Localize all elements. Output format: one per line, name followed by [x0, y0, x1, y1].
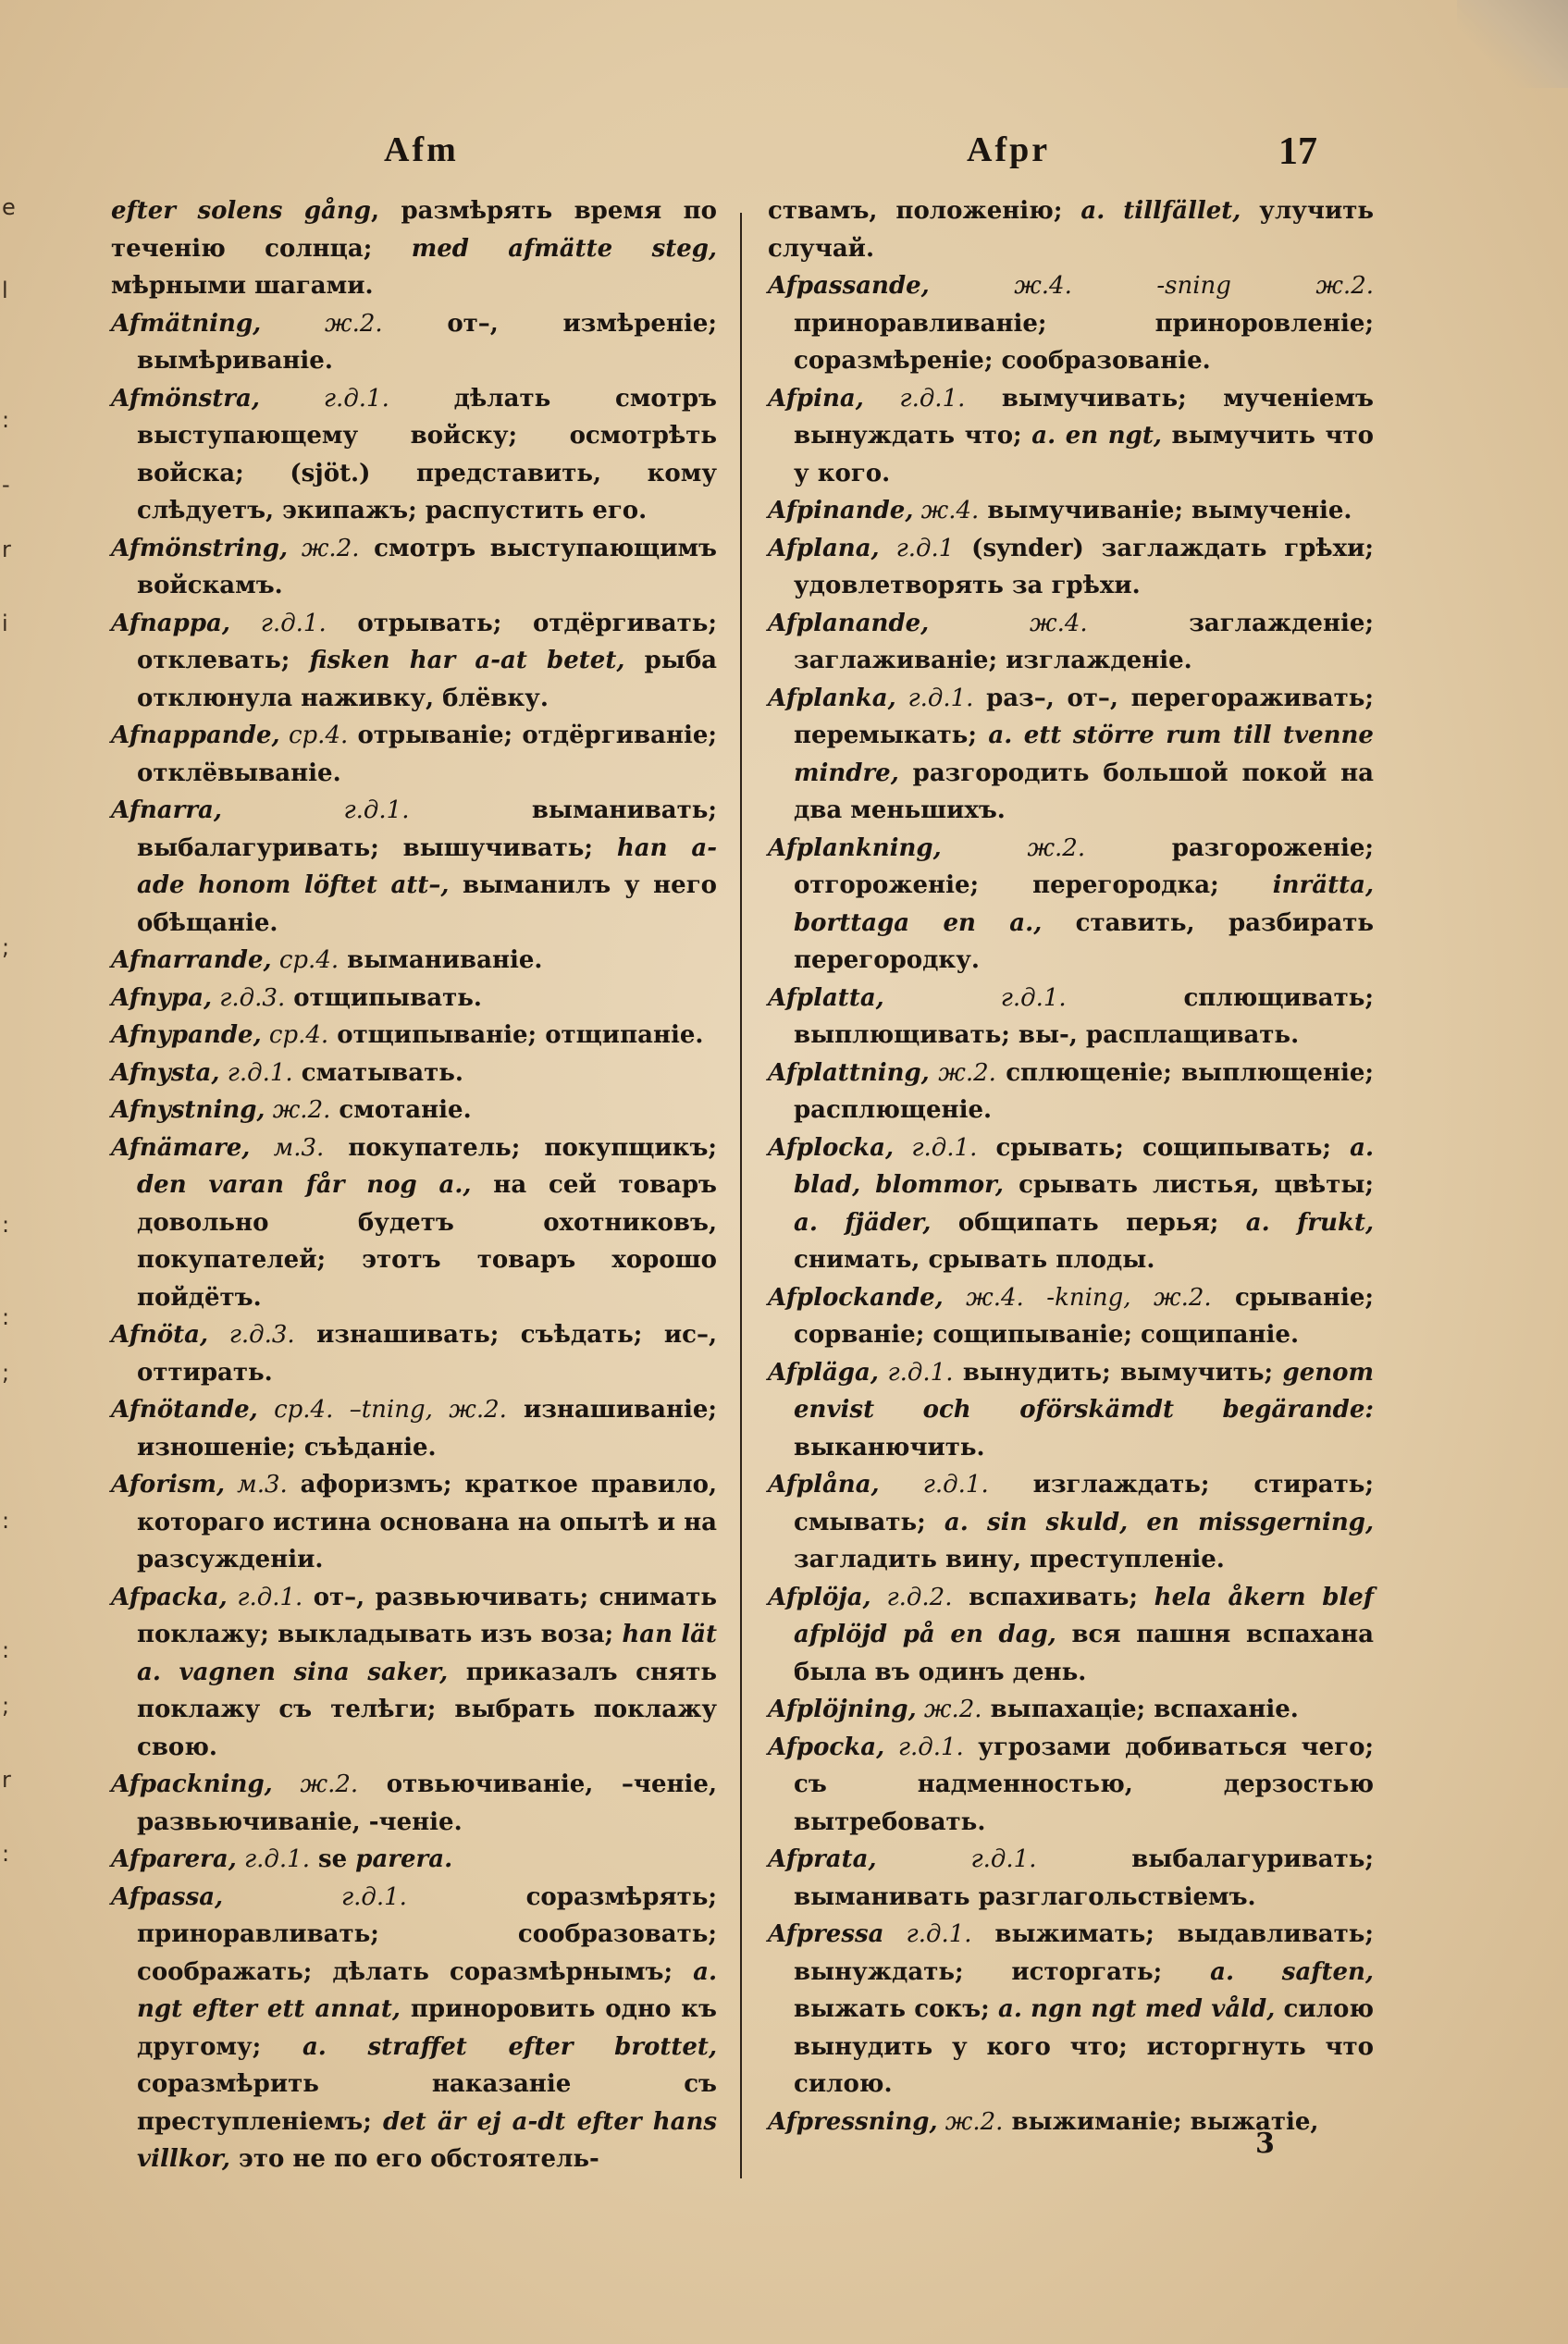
- headword: Afplanande,: [768, 609, 930, 637]
- dictionary-entry: [768, 1129, 1374, 1279]
- dictionary-entry: [111, 305, 717, 380]
- headword: Aforism,: [111, 1471, 226, 1499]
- grammar-label: г.д.1.: [894, 1133, 978, 1162]
- dictionary-entry: [768, 380, 1374, 493]
- grammar-label: г.д.1.: [895, 684, 974, 712]
- definition: общипать перья;: [931, 1208, 1246, 1237]
- dictionary-entry: [768, 2103, 1374, 2141]
- margin-mark: :: [2, 1212, 10, 1238]
- definition: срывать; сощипывать;: [977, 1133, 1351, 1162]
- dictionary-entry: [768, 1055, 1374, 1129]
- headword: Afplockande,: [768, 1283, 944, 1312]
- definition: выпахаціе; вспаханіе.: [982, 1696, 1299, 1723]
- definition: вымучить что у кого.: [794, 422, 1375, 487]
- grammar-label: ж.4.: [929, 609, 1088, 637]
- grammar-label: г.д.1.: [876, 1845, 1037, 1873]
- definition: изнашиваніе; изношеніе; съѣданіе.: [137, 1396, 717, 1462]
- definition: раз–, от–, перегораживать; перемыкать;: [794, 684, 1374, 749]
- margin-bleed-marks: [2, 194, 20, 1952]
- grammar-label: ср.4.: [261, 1021, 329, 1049]
- grammar-label: ж.2.: [937, 2107, 1004, 2136]
- definition: вся пашня вспахана была въ одинъ день.: [794, 1621, 1374, 1686]
- grammar-label: ж.2.: [941, 833, 1086, 862]
- swedish-example: a. straffet efter brottet,: [302, 2032, 717, 2061]
- margin-mark: l: [2, 278, 8, 303]
- margin-mark: i: [2, 611, 8, 636]
- headword: Afmätning,: [111, 309, 262, 338]
- running-head-left: Afm: [384, 130, 459, 169]
- grammar-label: ж.4. -sning ж.2.: [929, 272, 1374, 300]
- grammar-label: г.д.1.: [221, 796, 410, 824]
- headword: Afplattning,: [768, 1058, 930, 1087]
- headword: Afplöjning,: [768, 1696, 917, 1723]
- grammar-label: м.3.: [250, 1133, 325, 1162]
- right-column: [768, 192, 1374, 2140]
- definition: афоризмъ; краткое правило, котораго истина основана на опытѣ и на разсужденіи.: [137, 1471, 717, 1573]
- dictionary-entry: [111, 1579, 717, 1767]
- headword: Afpressa: [768, 1920, 884, 1948]
- definition: покупатель; покупщикъ;: [324, 1133, 717, 1162]
- dictionary-entry: [768, 830, 1374, 980]
- dictionary-entry: [111, 1466, 717, 1579]
- left-column: [111, 192, 717, 2178]
- dictionary-entry: [768, 980, 1374, 1055]
- definition: выбалагуривать; выманивать разглагольствіемъ.: [794, 1845, 1374, 1911]
- headword: Afmönstra,: [111, 384, 260, 413]
- definition: (synder) заглаждать грѣхи; удовлетворять за грѣхи.: [794, 534, 1374, 599]
- definition: на сей товаръ довольно будетъ охотниковъ, покупателей; этотъ товаръ хорошо пойдётъ.: [137, 1171, 717, 1312]
- definition: отвьючиваніе, –ченіе, развьючиваніе, -ченіе.: [137, 1770, 717, 1836]
- definition: угрозами добиваться чего; съ надменностью, дерзостью вытребовать.: [794, 1733, 1375, 1836]
- definition: заглажденіе; заглаживаніе; изглажденіе.: [794, 609, 1374, 674]
- definition: мѣрными шагами.: [111, 272, 374, 300]
- headword: Afnysta,: [111, 1058, 220, 1087]
- column-divider: [740, 213, 742, 2178]
- dictionary-entry: [111, 605, 717, 718]
- headword: Afnarrande,: [111, 946, 272, 974]
- grammar-label: ср.4. –tning, ж.2.: [257, 1396, 507, 1424]
- margin-mark: ;: [2, 1693, 10, 1719]
- definition: сплющеніе; выплющеніе; расплющеніе.: [794, 1058, 1374, 1124]
- definition: соразмѣрить наказаніе съ преступленіемъ;: [137, 2070, 717, 2136]
- grammar-label: г.д.1.: [229, 609, 327, 637]
- headword: Afpacka,: [111, 1583, 228, 1611]
- grammar-label: г.д.1.: [236, 1845, 310, 1873]
- dictionary-entry: [111, 1316, 717, 1391]
- grammar-label: г.д.1: [879, 534, 955, 562]
- swedish-example: hela åkern blef afplöjd på en dag,: [794, 1583, 1375, 1648]
- dictionary-entry: [768, 267, 1374, 380]
- definition: приноровить одно къ другому;: [137, 1995, 717, 2061]
- definition: изнашивать; съѣдать; ис–, оттирать.: [137, 1321, 717, 1387]
- dictionary-entry: [111, 1129, 717, 1317]
- swedish-example: a. ngt efter ett annat,: [137, 1957, 717, 2023]
- grammar-label: ж.2.: [288, 534, 360, 562]
- definition: отщипываніе; отщипаніе.: [328, 1021, 704, 1049]
- dictionary-entry: [111, 1092, 717, 1129]
- swedish-example: genom envist och oförskämdt begärande:: [794, 1358, 1375, 1424]
- headword: Afprata,: [768, 1845, 877, 1873]
- definition: выжимать; выдавливать; вынуждать; исторгать;: [794, 1920, 1375, 1986]
- definition: это не по его обстоятель-: [229, 2145, 599, 2173]
- dictionary-entry: [111, 1766, 717, 1841]
- grammar-label: г.д.1.: [878, 1358, 954, 1387]
- margin-mark: :: [2, 1841, 10, 1867]
- headword: Afpackning,: [111, 1770, 273, 1798]
- margin-mark: -: [2, 472, 10, 498]
- margin-mark: :: [2, 1508, 10, 1534]
- definition: смотаніе.: [330, 1096, 472, 1124]
- dictionary-entry: [111, 792, 717, 942]
- grammar-label: г.д.1.: [879, 1471, 989, 1499]
- dictionary-entry: [111, 717, 717, 792]
- grammar-label: г.д.1.: [884, 1733, 964, 1761]
- grammar-label: г.д.1.: [863, 384, 966, 413]
- dictionary-entry: [768, 1466, 1374, 1579]
- definition: выманиваніе.: [339, 946, 543, 974]
- definition: дѣлать смотръ выступающему войску; осмотрѣть войска; (sjöt.) представить, кому слѣдуетъ, экипажъ; распустить его.: [137, 384, 717, 524]
- headword: Afpassande,: [768, 272, 930, 300]
- headword: Afpassa,: [111, 1882, 224, 1911]
- grammar-label: г.д.1.: [223, 1882, 407, 1911]
- headword: Afnystning,: [111, 1096, 265, 1124]
- definition: срывать листья, цвѣты;: [1003, 1171, 1374, 1199]
- headword: Afplankning,: [768, 833, 942, 862]
- headword: Afnypa,: [111, 983, 212, 1012]
- definition: выманилъ у него обѣщаніе.: [137, 871, 717, 937]
- definition: загладить вину, преступленіе.: [794, 1546, 1225, 1573]
- headword: Afpinande,: [768, 497, 914, 524]
- definition: силою вынудить у кого что; исторгнуть что силою.: [794, 1995, 1374, 2098]
- dictionary-entry: [111, 1879, 717, 2178]
- grammar-label: м.3.: [225, 1471, 288, 1499]
- headword: Afnämare,: [111, 1133, 251, 1162]
- headword: Afmönstring,: [111, 534, 289, 562]
- grammar-label: ж.2.: [261, 309, 383, 338]
- definition: от–, измѣреніе; вымѣриваніе.: [137, 309, 718, 375]
- swedish-example: han lät a. vagnen sina saker,: [137, 1621, 717, 1686]
- swedish-example: a. frukt,: [1245, 1208, 1375, 1237]
- dictionary-entry: [768, 1916, 1374, 2103]
- definition: вымучиваніе; вымученіе.: [979, 497, 1352, 524]
- margin-mark: e: [2, 194, 16, 220]
- page-corner-fold: [1457, 0, 1568, 88]
- definition: отрываніе; отдёргиваніе; отклёвываніе.: [137, 722, 717, 787]
- grammar-label: г.д.1.: [883, 1920, 972, 1948]
- dictionary-entry: [768, 680, 1374, 830]
- swedish-example: efter solens gång: [111, 197, 371, 225]
- swedish-example: med afmätte steg,: [411, 234, 717, 263]
- page-number: 17: [1278, 130, 1317, 173]
- headword: Afplocka,: [768, 1133, 895, 1162]
- definition: смотръ выступающимъ войскамъ.: [137, 534, 718, 599]
- grammar-label: г.д.1.: [227, 1583, 303, 1611]
- definition: улучить случай.: [768, 197, 1374, 263]
- headword: Afnötande,: [111, 1396, 258, 1424]
- swedish-example: den varan får nog a.,: [137, 1171, 472, 1199]
- definition: , размѣрять время по теченію солнца;: [111, 197, 717, 263]
- headword: Afnarra,: [111, 796, 222, 824]
- definition: соразмѣрять; приноравливать; сообразовать; соображать; дѣлать соразмѣрнымъ;: [137, 1882, 717, 1986]
- dictionary-entry: [111, 1841, 717, 1879]
- definition: снимать, срывать плоды.: [794, 1246, 1155, 1274]
- definition: срываніе; сорваніе; сощипываніе; сощипаніе.: [794, 1283, 1374, 1349]
- definition: приноравливаніе; приноровленіе; соразмѣреніе; сообразованіе.: [794, 309, 1374, 375]
- headword: Afnappande,: [111, 722, 280, 749]
- margin-mark: :: [2, 1637, 10, 1663]
- margin-mark: r: [2, 1767, 11, 1793]
- swedish-example: a. fjäder,: [794, 1208, 932, 1237]
- headword: Afnöta,: [111, 1321, 209, 1349]
- grammar-label: ж.4. -kning, ж.2.: [943, 1283, 1212, 1312]
- definition: изглаждать; стирать; смывать;: [794, 1471, 1375, 1536]
- dictionary-entry: [111, 1391, 717, 1466]
- grammar-label: ж.2.: [265, 1096, 331, 1124]
- definition: вынудить; вымучить;: [953, 1358, 1283, 1387]
- definition: разгородить большой покой на два меньшихъ.: [794, 759, 1374, 824]
- headword: Afpläga,: [768, 1358, 879, 1387]
- dictionary-entry: [768, 1729, 1374, 1842]
- definition: рыба отклюнула наживку, блёвку.: [137, 647, 718, 712]
- grammar-label: г.д.2.: [870, 1583, 953, 1611]
- headword: Afparera,: [111, 1845, 237, 1873]
- definition: отрывать; отдёргивать; отклевать;: [137, 609, 717, 674]
- headword: Afnypande,: [111, 1021, 262, 1049]
- swedish-example: fisken har a-at betet,: [309, 647, 625, 674]
- dictionary-entry: [768, 492, 1374, 530]
- definition: выжиманіе; выжатіе,: [1003, 2107, 1319, 2136]
- grammar-label: ж.2.: [929, 1058, 996, 1087]
- swedish-example: inrätta, borttaga en a.,: [794, 871, 1374, 937]
- grammar-label: г.д.3.: [212, 983, 286, 1012]
- definition: ствамъ, положенію;: [768, 197, 1081, 225]
- definition: разгороженіе; отгороженіе; перегородка;: [794, 833, 1374, 899]
- grammar-label: г.д.1.: [259, 384, 389, 413]
- swedish-example: han a-ade honom löftet att–,: [137, 833, 718, 899]
- swedish-example: a. ett större rum till tvenne mindre,: [794, 722, 1374, 787]
- signature-mark: 3: [1255, 2128, 1275, 2160]
- dictionary-entry: [768, 1279, 1374, 1354]
- grammar-label: ж.2.: [272, 1770, 359, 1798]
- definition: se: [309, 1845, 356, 1873]
- definition: вспахивать;: [952, 1583, 1154, 1611]
- swedish-example: a. sin skuld, en missgerning,: [944, 1508, 1374, 1536]
- definition: приказалъ снять поклажу съ телѣги; выбрать поклажу свою.: [137, 1658, 718, 1761]
- headword: Afpressning,: [768, 2107, 938, 2136]
- headword: Afplana,: [768, 534, 880, 562]
- definition: выманивать; выбалагуривать; вышучивать;: [137, 796, 717, 862]
- definition: сплющивать; выплющивать; вы-, расплащивать.: [794, 983, 1375, 1049]
- margin-mark: ;: [2, 1360, 10, 1386]
- swedish-example: parera.: [355, 1845, 453, 1873]
- grammar-label: ср.4.: [279, 722, 349, 749]
- definition: ставить, разбирать перегородку.: [794, 908, 1374, 974]
- grammar-label: ж.4.: [913, 497, 980, 524]
- dictionary-entry: [111, 1017, 717, 1055]
- definition: от–, развьючивать; снимать поклажу; выкладывать изъ воза;: [137, 1583, 717, 1648]
- running-head-right: Afpr: [967, 130, 1051, 169]
- swedish-example: a. blad, blommor,: [794, 1133, 1374, 1199]
- swedish-example: det är ej a-dt efter hans villkor,: [137, 2107, 717, 2173]
- headword: Afnappa,: [111, 609, 230, 637]
- dictionary-entry: [768, 1354, 1374, 1467]
- grammar-label: г.д.1.: [219, 1058, 293, 1087]
- entry-continuation: [768, 192, 1374, 267]
- grammar-label: ж.2.: [916, 1696, 982, 1723]
- definition: выжать сокъ;: [794, 1995, 998, 2023]
- dictionary-entry: [111, 942, 717, 980]
- dictionary-entry: [111, 980, 717, 1018]
- dictionary-entry: [111, 1055, 717, 1092]
- headword: Afpina,: [768, 384, 864, 413]
- margin-mark: :: [2, 1304, 10, 1330]
- definition: сматывать.: [292, 1058, 463, 1087]
- swedish-example: a. en ngt,: [1031, 422, 1162, 450]
- dictionary-entry: [768, 1691, 1374, 1729]
- definition: отщипывать.: [285, 983, 482, 1012]
- headword: Afplöja,: [768, 1583, 871, 1611]
- definition: вымучивать; мученіемъ вынуждать что;: [794, 384, 1375, 450]
- headword: Afplanka,: [768, 684, 896, 712]
- margin-mark: ;: [2, 934, 10, 960]
- margin-mark: r: [2, 537, 11, 562]
- entry-continuation: [111, 192, 717, 305]
- dictionary-entry: [768, 605, 1374, 680]
- dictionary-entry: [111, 530, 717, 605]
- swedish-example: a. saften,: [1210, 1957, 1374, 1986]
- grammar-label: ср.4.: [271, 946, 340, 974]
- headword: Afplatta,: [768, 983, 884, 1012]
- definition: выканючить.: [794, 1433, 985, 1462]
- grammar-label: г.д.1.: [883, 983, 1067, 1012]
- grammar-label: г.д.3.: [208, 1321, 295, 1349]
- swedish-example: a. tillfället,: [1080, 197, 1241, 225]
- headword: Afplåna,: [768, 1471, 880, 1499]
- margin-mark: :: [2, 407, 10, 433]
- swedish-example: a. ngn ngt med våld,: [997, 1995, 1276, 2023]
- dictionary-entry: [768, 530, 1374, 605]
- dictionary-entry: [111, 380, 717, 530]
- dictionary-entry: [768, 1579, 1374, 1692]
- dictionary-entry: [768, 1841, 1374, 1916]
- headword: Afpocka,: [768, 1733, 885, 1761]
